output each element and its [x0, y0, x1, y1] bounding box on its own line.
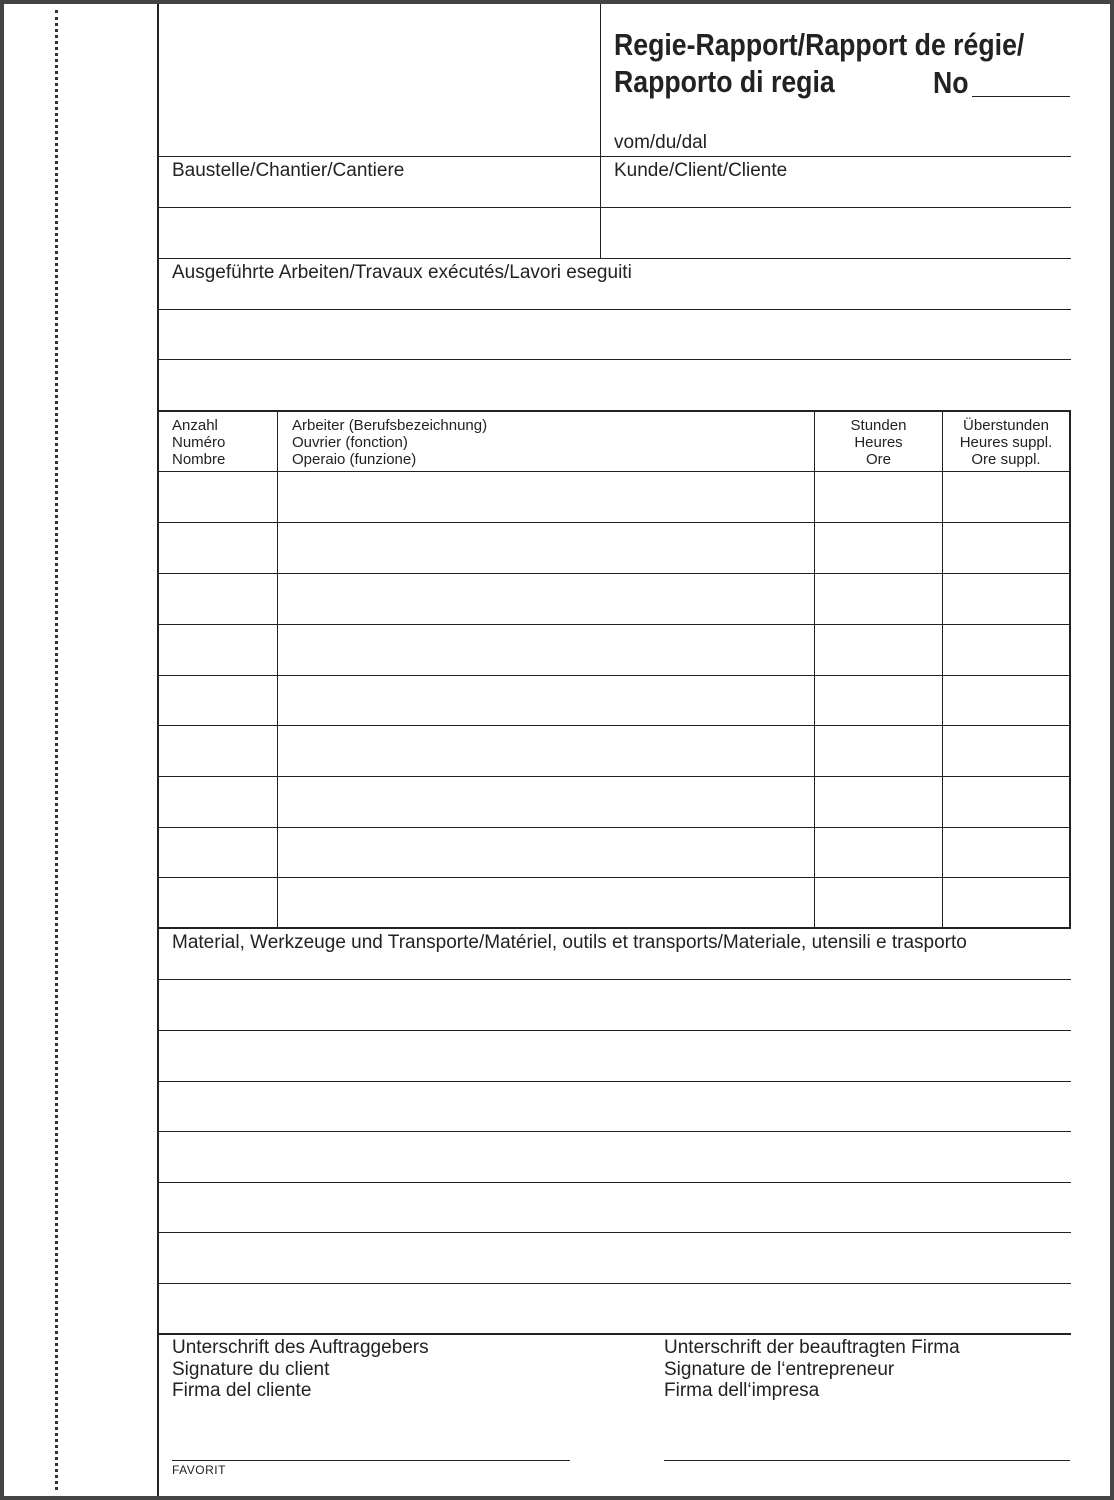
- table-row[interactable]: [157, 624, 1070, 625]
- form-title-line2: Rapporto di regia: [614, 64, 835, 99]
- table-row[interactable]: [157, 776, 1070, 777]
- table-top-border: [157, 410, 1071, 412]
- column-header-overtime: Überstunden Heures suppl. Ore suppl.: [959, 417, 1053, 468]
- table-col-divider-1: [277, 410, 278, 928]
- table-bottom-border: [157, 927, 1071, 929]
- table-row[interactable]: [157, 522, 1070, 523]
- client-label: Kunde/Client/Cliente: [614, 160, 788, 181]
- column-header-hours: Stunden Heures Ore: [850, 417, 907, 468]
- table-row[interactable]: [157, 725, 1070, 726]
- material-line[interactable]: [157, 1030, 1071, 1031]
- report-number-label: No: [933, 65, 969, 100]
- table-row[interactable]: [157, 827, 1070, 828]
- client-signature-line[interactable]: [172, 1460, 570, 1461]
- table-row[interactable]: [157, 573, 1070, 574]
- perforation-line: [55, 10, 58, 1490]
- site-label: Baustelle/Chantier/Cantiere: [172, 160, 405, 181]
- header-divider: [600, 4, 601, 258]
- material-line[interactable]: [157, 1131, 1071, 1132]
- signature-section-top: [157, 1333, 1071, 1335]
- header-bottom-line: [157, 156, 1071, 157]
- site-client-bottom-line: [157, 258, 1071, 259]
- table-row[interactable]: [157, 675, 1070, 676]
- material-line[interactable]: [157, 1081, 1071, 1082]
- work-label: Ausgeführte Arbeiten/Travaux exécutés/Lavori eseguiti: [172, 262, 632, 283]
- form-left-border: [157, 4, 159, 1496]
- date-label: vom/du/dal: [614, 132, 707, 153]
- site-client-line-1[interactable]: [157, 207, 1071, 208]
- material-line[interactable]: [157, 1232, 1071, 1233]
- column-header-worker: Arbeiter (Berufsbezeichnung) Ouvrier (fonction) Operaio (funzione): [292, 417, 488, 468]
- work-line-1[interactable]: [157, 309, 1071, 310]
- table-header-bottom: [157, 471, 1070, 472]
- column-header-quantity: Anzahl Numéro Nombre: [172, 417, 226, 468]
- material-line[interactable]: [157, 979, 1071, 980]
- client-signature-label: Unterschrift des Auftraggebers Signature du client Firma del cliente: [172, 1337, 429, 1401]
- contractor-signature-line[interactable]: [664, 1460, 1070, 1461]
- report-number-field[interactable]: [972, 96, 1070, 97]
- table-row[interactable]: [157, 877, 1070, 878]
- material-line[interactable]: [157, 1283, 1071, 1284]
- material-label: Material, Werkzeuge und Transporte/Matériel, outils et transports/Materiale, utensili e trasporto: [172, 932, 967, 953]
- table-right-border: [1069, 410, 1071, 929]
- contractor-signature-label: Unterschrift der beauftragten Firma Signature de l‘entrepreneur Firma dell‘impresa: [664, 1337, 960, 1401]
- work-line-2[interactable]: [157, 359, 1071, 360]
- brand-mark: FAVORIT: [172, 1463, 226, 1477]
- form-title-line1: Regie-Rapport/Rapport de régie/: [614, 27, 1025, 62]
- table-col-divider-3: [942, 410, 943, 928]
- table-col-divider-2: [814, 410, 815, 928]
- material-line[interactable]: [157, 1182, 1071, 1183]
